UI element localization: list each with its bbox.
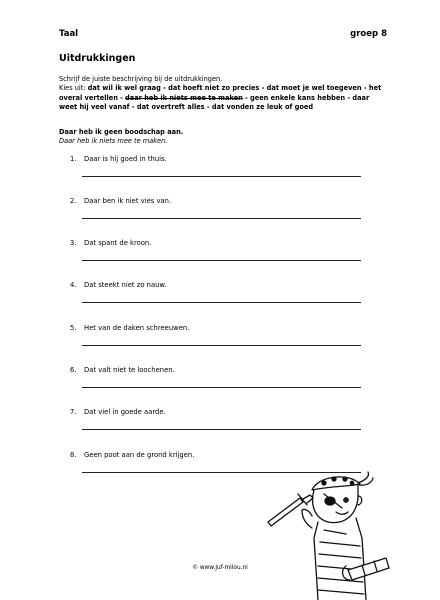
pirate-head xyxy=(313,486,362,523)
question-text: Daar ben ik niet vies van. xyxy=(84,197,172,205)
options-part-b: - geen enkele kans hebben - daar weet hij veel vanaf - dat overtreft alles - dat vonden ze leuk of goed xyxy=(59,93,370,111)
answer-line[interactable] xyxy=(82,387,361,388)
choice-list xyxy=(59,84,389,112)
answer-line[interactable] xyxy=(82,345,361,346)
group-label: groep 8 xyxy=(350,29,387,39)
bandana-icon xyxy=(312,472,373,490)
copyright-footer: © www.juf-milou.nl xyxy=(192,565,248,571)
question-item xyxy=(70,366,390,406)
answer-line[interactable] xyxy=(82,260,361,261)
question-text: Daar is hij goed in thuis. xyxy=(84,155,167,163)
question-number: 5. xyxy=(70,324,77,332)
instructions xyxy=(59,75,389,112)
question-item xyxy=(70,281,390,321)
question-text: Dat viel in goede aarde. xyxy=(84,408,166,416)
question-text: Dat valt niet te loochenen. xyxy=(84,366,175,374)
question-number: 2. xyxy=(70,197,77,205)
question-item xyxy=(70,408,390,448)
question-number: 7. xyxy=(70,408,77,416)
choose-label: Kies uit: xyxy=(59,84,86,93)
answer-line[interactable] xyxy=(82,429,361,430)
question-number: 8. xyxy=(70,451,77,459)
question-item xyxy=(70,155,390,195)
question-text: Geen poot aan de grond krijgen. xyxy=(84,451,195,459)
question-number: 1. xyxy=(70,155,77,163)
question-number: 4. xyxy=(70,281,77,289)
question-item xyxy=(70,239,390,279)
example-answer: Daar heb ik niets mee te maken. xyxy=(59,137,168,145)
question-text: Het van de daken schreeuwen. xyxy=(84,324,190,332)
options-struck: daar heb ik niets mee te maken xyxy=(125,93,243,102)
answer-line[interactable] xyxy=(82,302,361,303)
example-block xyxy=(59,128,183,146)
pirate-illustration xyxy=(262,468,392,600)
question-item xyxy=(70,324,390,364)
options-part-a: dat wil ik wel graag - dat hoeft niet zo precies - dat moet je wel toegeven - het overal vertellen - xyxy=(59,84,382,102)
question-number: 6. xyxy=(70,366,77,374)
instruction-line: Schrijf de juiste beschrijving bij de uitdrukkingen. xyxy=(59,75,223,83)
question-item xyxy=(70,197,390,237)
worksheet-title: Uitdrukkingen xyxy=(59,53,136,64)
question-text: Dat spant de kroon. xyxy=(84,239,152,247)
question-number: 3. xyxy=(70,239,77,247)
subject-label: Taal xyxy=(59,29,79,39)
answer-line[interactable] xyxy=(82,218,361,219)
answer-line[interactable] xyxy=(82,176,361,177)
example-question: Daar heb ik geen boodschap aan. xyxy=(59,128,184,136)
question-text: Dat steekt niet zo nauw. xyxy=(84,281,167,289)
